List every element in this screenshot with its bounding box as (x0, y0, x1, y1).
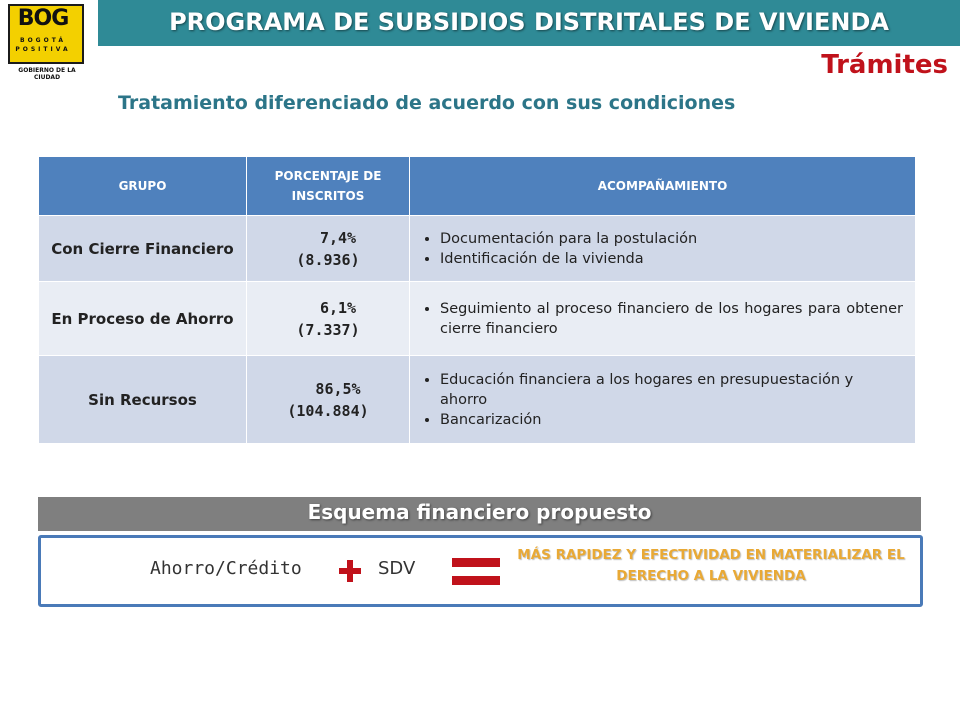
percent-value: 86,5% (315, 379, 361, 398)
percent-value: 7,4% (319, 228, 357, 247)
logo-line-1: BOGOTÁ (20, 37, 66, 44)
logo-line-2: POSITIVA (15, 46, 71, 53)
accompaniment-cell (410, 356, 916, 444)
header-acompanamiento: ACOMPAÑAMIENTO (410, 157, 916, 216)
group-cell: Con Cierre Financiero (39, 216, 247, 282)
logo-caption: GOBIERNO DE LA CIUDAD (18, 67, 76, 81)
list-item: • Bancarización (440, 410, 903, 430)
count-value: (7.337) (296, 320, 360, 339)
scheme-title: Esquema financiero propuesto (307, 500, 652, 524)
group-cell: Sin Recursos (39, 356, 247, 444)
list-item: • Documentación para la postulación (440, 229, 903, 249)
groups-table (38, 156, 916, 444)
percent-cell (247, 356, 410, 444)
section-title: Trámites (821, 50, 948, 80)
table-row (39, 356, 916, 444)
plus-icon (339, 560, 361, 582)
accompaniment-cell (410, 282, 916, 356)
count-value: (104.884) (287, 401, 369, 420)
list-item: • Educación financiera a los hogares en presupuestación y ahorro (440, 370, 903, 410)
page-subtitle: Tratamiento diferenciado de acuerdo con sus condiciones (118, 92, 736, 114)
percent-cell (247, 216, 410, 282)
list-item: • Identificación de la vivienda (440, 249, 903, 269)
percent-cell (247, 282, 410, 356)
logo-name: BOG (17, 6, 69, 31)
equals-icon (452, 556, 500, 586)
table-row (39, 216, 916, 282)
logo (6, 4, 88, 81)
accompaniment-cell (410, 216, 916, 282)
scheme-term-ahorro: Ahorro/Crédito (150, 558, 302, 579)
table-header-row (39, 157, 916, 216)
list-item: • Seguimiento al proceso financiero de los hogares para obtener cierre financiero (440, 299, 903, 339)
percent-value: 6,1% (319, 298, 357, 317)
group-cell: En Proceso de Ahorro (39, 282, 247, 356)
scheme-term-sdv: SDV (378, 558, 416, 579)
header-grupo: GRUPO (39, 157, 247, 216)
count-value: (8.936) (296, 250, 360, 269)
header-porcentaje: PORCENTAJE DE INSCRITOS (247, 157, 410, 216)
page-title: PROGRAMA DE SUBSIDIOS DISTRITALES DE VIVIENDA (169, 8, 889, 36)
scheme-result: MÁS RAPIDEZ Y EFECTIVIDAD EN MATERIALIZAR EL DERECHO A LA VIVIENDA (517, 547, 905, 584)
table-row (39, 282, 916, 356)
